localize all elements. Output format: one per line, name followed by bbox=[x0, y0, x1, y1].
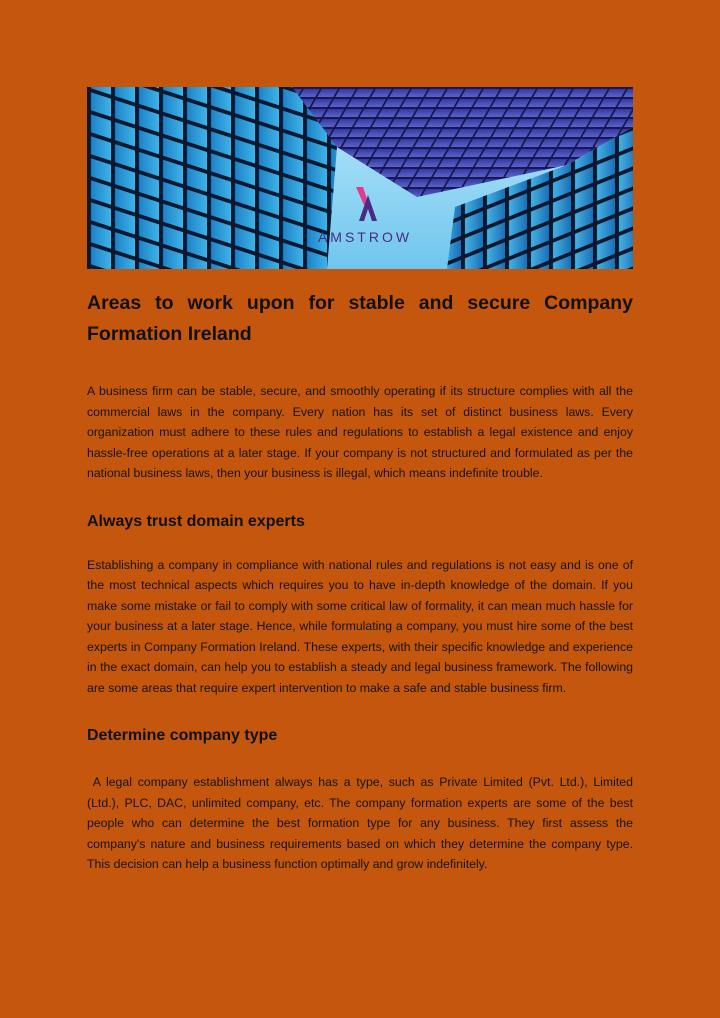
intro-paragraph: A business firm can be stable, secure, and smoothly operating if its structure complies with all the commercial laws in the company. Every nation has its set of distinct business laws. Every organization must adhere to these rules and regulations to establish a legal existence and enjoy hassle-free operations at a later stage. If your company is not structured and formulated as per the national business laws, then your business is illegal, which means indefinite trouble. bbox=[87, 384, 633, 480]
svg-text:AMSTROW: AMSTROW bbox=[317, 229, 413, 245]
hero-image bbox=[87, 87, 633, 269]
section-body-company-type: A legal company establishment always has a type, such as Private Limited (Pvt. Ltd.), Limited (Ltd.), PLC, DAC, unlimited company, etc. The company formation experts are some of the best people who can determine the best formation type for any business. They first assess the company's nature and business requirements based on which they determine the company type. This decision can help a business function optimally and grow indefinitely. bbox=[87, 775, 637, 871]
section-body-domain-experts: Establishing a company in compliance with national rules and regulations is not easy and is one of the most technical aspects which requires you to have in-depth knowledge of the domain. If you make some mistake or fail to comply with some critical law of formality, it can mean much hassle for your business at a later stage. Hence, while formulating a company, you must hire some of the best experts in Company Formation Ireland. These experts, with their specific knowledge and experience in the exact domain, can help you to establish a steady and legal business framework. The following are some areas that require expert intervention to make a safe and stable business firm. bbox=[87, 557, 633, 695]
page-title: Areas to work upon for stable and secure Company Formation Ireland bbox=[87, 292, 633, 345]
section-heading-company-type: Determine company type bbox=[87, 727, 278, 744]
section-heading-domain-experts: Always trust domain experts bbox=[87, 512, 305, 530]
article bbox=[87, 288, 637, 875]
